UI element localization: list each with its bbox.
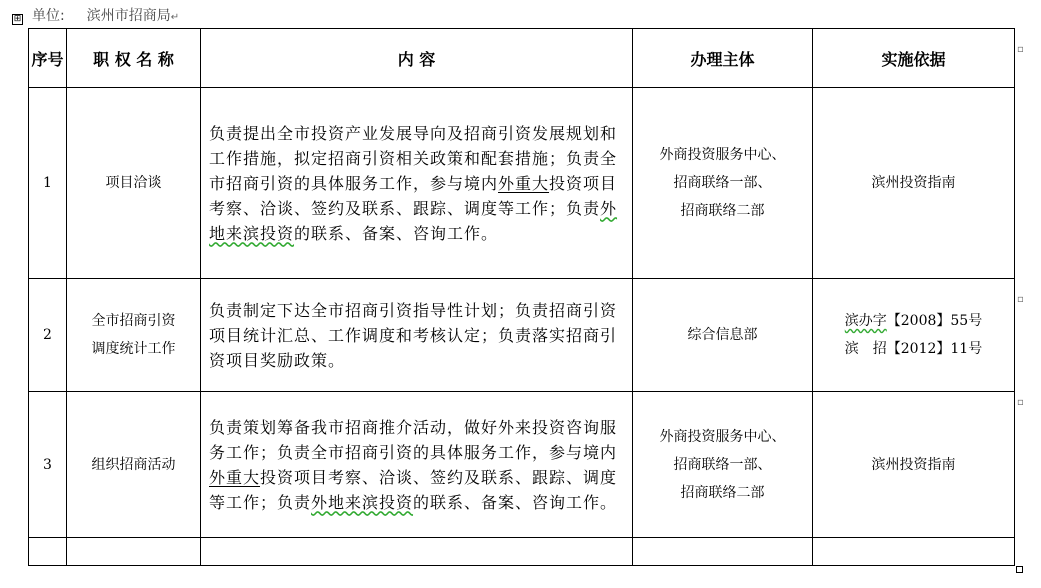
table-row bbox=[29, 88, 1015, 279]
cell-name[interactable]: 全市招商引资 调度统计工作 bbox=[67, 279, 201, 392]
header-row bbox=[29, 29, 1015, 88]
header-basis: 实施依据 bbox=[813, 29, 1015, 88]
cell-basis[interactable]: 滨办字【2008】55号 滨 招【2012】11号 bbox=[813, 279, 1015, 392]
empty-cell[interactable] bbox=[201, 538, 633, 566]
empty-cell[interactable] bbox=[67, 538, 201, 566]
header-content: 内 容 bbox=[201, 29, 633, 88]
unit-value: 滨州市招商局 bbox=[86, 8, 171, 24]
table-row bbox=[29, 392, 1015, 538]
cell-seq[interactable]: 2 bbox=[29, 279, 67, 392]
cell-body[interactable]: 综合信息部 bbox=[633, 279, 813, 392]
header-seq: 序号 bbox=[29, 29, 67, 88]
cell-name[interactable]: 项目洽谈 bbox=[67, 88, 201, 279]
empty-cell[interactable] bbox=[29, 538, 67, 566]
row-end-mark-icon: ▫ bbox=[1017, 397, 1024, 408]
empty-cell[interactable] bbox=[633, 538, 813, 566]
unit-label: 单位: bbox=[32, 8, 65, 24]
cell-content[interactable]: 负责提出全市投资产业发展导向及招商引资发展规划和工作措施，拟定招商引资相关政策和配套措施；负责全市招商引资的具体服务工作，参与境内外重大投资项目考察、洽谈、签约及联系、跟踪、调度等工作；负责外地来滨投资的联系、备案、咨询工作。 bbox=[201, 88, 633, 279]
cell-content[interactable]: 负责制定下达全市招商引资指导性计划；负责招商引资项目统计汇总、工作调度和考核认定；负责落实招商引资项目奖励政策。 bbox=[201, 279, 633, 392]
empty-row bbox=[29, 538, 1015, 566]
authority-table bbox=[28, 28, 1015, 566]
header-name: 职 权 名 称 bbox=[67, 29, 201, 88]
cell-seq[interactable]: 1 bbox=[29, 88, 67, 279]
table-row bbox=[29, 279, 1015, 392]
row-end-mark-icon: ▫ bbox=[1017, 294, 1024, 305]
para-mark-icon: ↵ bbox=[170, 12, 180, 23]
cell-content[interactable]: 负责策划筹备我市招商推介活动，做好外来投资咨询服务工作；负责全市招商引资的具体服务工作，参与境内外重大投资项目考察、洽谈、签约及联系、跟踪、调度等工作；负责外地来滨投资的联系、备案、咨询工作。 bbox=[201, 392, 633, 538]
unit-line bbox=[32, 5, 179, 25]
cell-seq[interactable]: 3 bbox=[29, 392, 67, 538]
table-resize-handle-icon[interactable] bbox=[1016, 566, 1023, 573]
cell-name[interactable]: 组织招商活动 bbox=[67, 392, 201, 538]
table-move-handle-icon[interactable]: ⊞ bbox=[13, 14, 22, 24]
cell-body[interactable]: 外商投资服务中心、 招商联络一部、 招商联络二部 bbox=[633, 392, 813, 538]
empty-cell[interactable] bbox=[813, 538, 1015, 566]
row-end-mark-icon: ▫ bbox=[1017, 44, 1024, 55]
cell-basis[interactable]: 滨州投资指南 bbox=[813, 392, 1015, 538]
header-body: 办理主体 bbox=[633, 29, 813, 88]
cell-body[interactable]: 外商投资服务中心、 招商联络一部、 招商联络二部 bbox=[633, 88, 813, 279]
cell-basis[interactable]: 滨州投资指南 bbox=[813, 88, 1015, 279]
